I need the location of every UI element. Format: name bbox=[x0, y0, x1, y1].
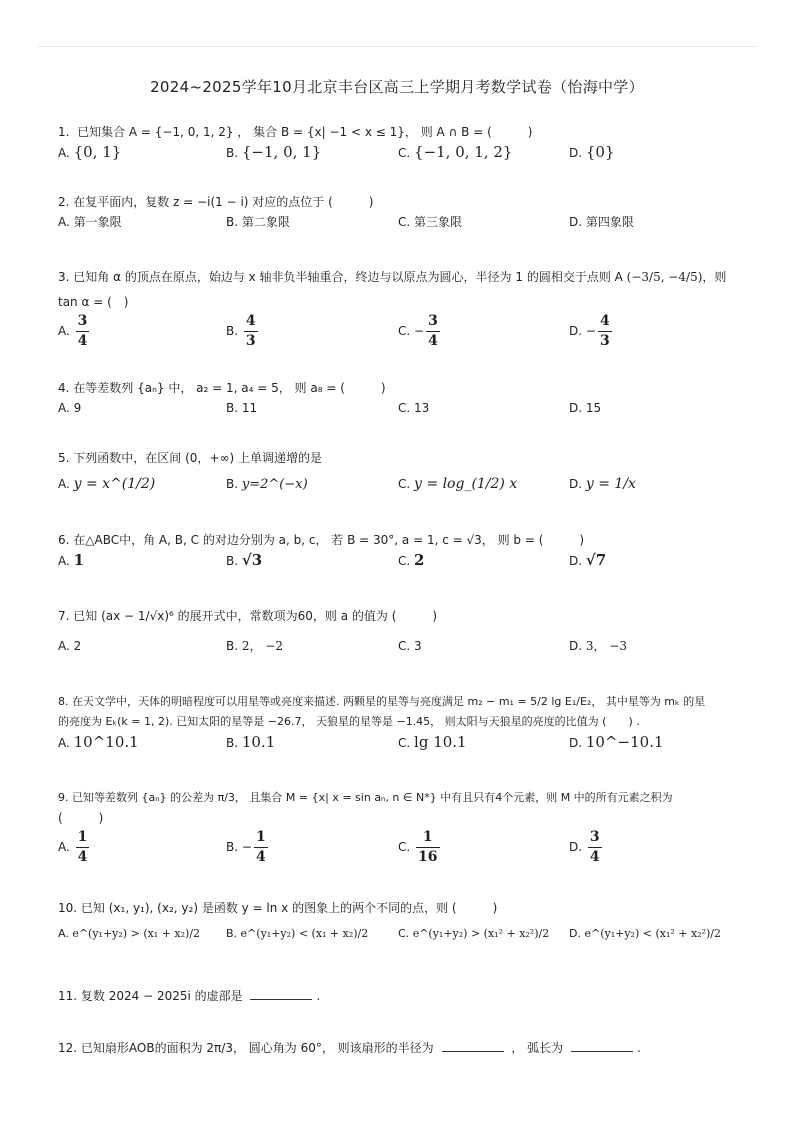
option-a[interactable]: A. $\frac{1}{4}$ bbox=[58, 829, 88, 865]
question-2-options bbox=[58, 212, 754, 234]
question-11-text: 复数 2024 − 2025i 的虚部是 bbox=[80, 989, 243, 1003]
question-6-text: 在△ABC中，角 A, B, C 的对边分别为 a, b, c， 若 B = 30°, a = 1, c = √3， 则 b = ( ) bbox=[73, 533, 585, 547]
question-1-options bbox=[58, 142, 754, 164]
option-d[interactable]: D. 3， −3 bbox=[569, 639, 628, 653]
question-6-stem: 6. 在△ABC中，角 A, B, C 的对边分别为 a, b, c， 若 B = 30°, a = 1, c = √3， 则 b = ( ) bbox=[58, 533, 585, 547]
question-9-options bbox=[58, 828, 754, 868]
option-c[interactable]: C. {−1, 0, 1, 2} bbox=[398, 143, 513, 161]
question-5 bbox=[58, 448, 754, 504]
question-4-options bbox=[58, 398, 754, 420]
option-d[interactable]: D. 10^−10.1 bbox=[569, 733, 664, 751]
question-7-stem: 7. 已知 (ax − 1/√x)⁶ 的展开式中，常数项为60，则 a 的值为 ( ) bbox=[58, 609, 438, 623]
point-coordinates: (−3/5, −4/5) bbox=[626, 270, 703, 284]
option-a[interactable]: A. $\frac{3}{4}$ bbox=[58, 313, 88, 349]
question-6 bbox=[58, 530, 754, 572]
option-b[interactable]: B. − $\frac{1}{4}$ bbox=[226, 829, 266, 865]
option-c[interactable]: C. lg 10.1 bbox=[398, 733, 467, 751]
option-d[interactable]: D. 15 bbox=[569, 401, 602, 415]
option-b[interactable]: B. $\frac{4}{3}$ bbox=[226, 313, 256, 349]
question-6-options bbox=[58, 550, 754, 572]
question-8-stem-2: 的亮度为 Eₖ(k = 1, 2). 已知太阳的星等是 −26.7， 天狼星的星等是 −1.45， 则太阳与天狼星的亮度的比值为 ( ) . bbox=[58, 715, 640, 728]
question-7-text: 已知 (ax − 1/√x)⁶ 的展开式中，常数项为60，则 a 的值为 ( ) bbox=[73, 609, 438, 623]
question-8 bbox=[58, 692, 754, 754]
question-5-options bbox=[58, 468, 754, 504]
option-d[interactable]: D. e^(y₁+y₂) < (x₁² + x₂²)/2 bbox=[569, 927, 721, 940]
option-c[interactable]: C. $\frac{1}{16}$ bbox=[398, 829, 438, 865]
question-2-text: 在复平面内，复数 z = −i(1 − i) 对应的点位于 ( ) bbox=[73, 195, 374, 209]
question-9 bbox=[58, 788, 754, 868]
option-b[interactable]: B. e^(y₁+y₂) < (x₁ + x₂)/2 bbox=[226, 927, 369, 940]
option-d[interactable]: D. 第四象限 bbox=[569, 215, 634, 229]
question-1-stem: 1. 已知集合 A = {−1, 0, 1, 2} ， 集合 B = {x| −1 < x ≤ 1}， 则 A ∩ B = ( ) bbox=[58, 125, 533, 139]
question-7-options bbox=[58, 636, 754, 658]
option-d[interactable]: D. {0} bbox=[569, 143, 615, 161]
answer-blank[interactable] bbox=[250, 987, 312, 1000]
radius-blank[interactable] bbox=[442, 1039, 504, 1052]
question-8-options bbox=[58, 732, 754, 754]
question-3-options bbox=[58, 312, 754, 350]
question-3-stem: 3. 已知角 α 的顶点在原点，始边与 x 轴非负半轴重合，终边与以原点为圆心，半径为 1 的圆相交于点则 A (−3/5, −4/5)，则 bbox=[58, 270, 727, 284]
question-4-text: 在等差数列 {aₙ} 中， a₂ = 1, a₄ = 5， 则 a₈ = ( ) bbox=[73, 381, 386, 395]
option-c[interactable]: C. 第三象限 bbox=[398, 215, 463, 229]
question-11-stem: 11. 复数 2024 − 2025i 的虚部是 . bbox=[58, 989, 321, 1003]
option-d[interactable]: D. √7 bbox=[569, 551, 607, 569]
question-4-stem: 4. 在等差数列 {aₙ} 中， a₂ = 1, a₄ = 5， 则 a₈ = ( ) bbox=[58, 381, 386, 395]
question-9-stem-2: ( ) bbox=[58, 811, 104, 825]
option-c[interactable]: C. 13 bbox=[398, 401, 430, 415]
option-a[interactable]: A. e^(y₁+y₂) > (x₁ + x₂)/2 bbox=[58, 927, 201, 940]
option-a[interactable]: A. 2 bbox=[58, 639, 82, 653]
option-a[interactable]: A. 第一象限 bbox=[58, 215, 122, 229]
question-9-stem: 9. 已知等差数列 {aₙ} 的公差为 π/3， 且集合 M = {x| x = sin aₙ, n ∈ N*} 中有且只有4个元素，则 M 中的所有元素之积为 bbox=[58, 791, 673, 804]
option-b[interactable]: B. y=2^(−x) bbox=[226, 477, 308, 492]
option-a[interactable]: A. y = x^(1/2) bbox=[58, 476, 156, 492]
question-11 bbox=[58, 986, 754, 1006]
option-b[interactable]: B. 11 bbox=[226, 401, 258, 415]
option-d[interactable]: D. − $\frac{4}{3}$ bbox=[569, 313, 610, 349]
option-a[interactable]: A. 1 bbox=[58, 551, 85, 569]
question-5-stem: 5. 下列函数中，在区间 (0，+∞) 上单调递增的是 bbox=[58, 451, 322, 465]
question-12-stem: 12. 已知扇形AOB的面积为 2π/3， 圆心角为 60°， 则该扇形的半径为 ， 弧长为 . bbox=[58, 1041, 641, 1055]
question-1 bbox=[58, 122, 754, 164]
question-2 bbox=[58, 192, 754, 234]
question-8-text: 在天文学中，天体的明暗程度可以用星等或亮度来描述. 两颗星的星等与亮度满足 m₂ − m₁ = 5/2 lg E₁/E₂， 其中星等为 mₖ 的星 bbox=[72, 695, 706, 708]
question-10-stem: 10. 已知 (x₁, y₁), (x₂, y₂) 是函数 y = ln x 的图象上的两个不同的点，则 ( ) bbox=[58, 901, 498, 915]
question-10-options bbox=[58, 918, 754, 954]
option-c[interactable]: C. 2 bbox=[398, 551, 425, 569]
arc-length-blank[interactable] bbox=[571, 1039, 633, 1052]
question-1-text: 已知集合 A = {−1, 0, 1, 2} ， 集合 B = {x| −1 < x ≤ 1}， 则 A ∩ B = ( ) bbox=[77, 125, 533, 139]
question-5-text: 下列函数中，在区间 (0，+∞) 上单调递增的是 bbox=[73, 451, 322, 465]
option-d[interactable]: D. $\frac{3}{4}$ bbox=[569, 829, 600, 865]
question-10-text: 已知 (x₁, y₁), (x₂, y₂) 是函数 y = ln x 的图象上的两个不同的点，则 ( ) bbox=[80, 901, 498, 915]
top-divider bbox=[38, 46, 756, 47]
option-b[interactable]: B. √3 bbox=[226, 551, 263, 569]
option-c[interactable]: C. y = log_(1/2) x bbox=[398, 476, 518, 492]
question-12 bbox=[58, 1038, 754, 1058]
question-8-stem: 8. 在天文学中，天体的明暗程度可以用星等或亮度来描述. 两颗星的星等与亮度满足 m₂ − m₁ = 5/2 lg E₁/E₂， 其中星等为 mₖ 的星 bbox=[58, 695, 706, 708]
question-7 bbox=[58, 606, 754, 658]
option-d[interactable]: D. y = 1/x bbox=[569, 476, 636, 492]
question-3-text: 已知角 α 的顶点在原点，始边与 x 轴非负半轴重合，终边与以原点为圆心，半径为 1 的圆相交于点则 A bbox=[73, 270, 623, 284]
question-3 bbox=[58, 262, 754, 350]
option-c[interactable]: C. e^(y₁+y₂) > (x₁² + x₂²)/2 bbox=[398, 927, 550, 940]
option-b[interactable]: B. 2， −2 bbox=[226, 639, 284, 653]
option-a[interactable]: A. 10^10.1 bbox=[58, 733, 139, 751]
question-3-stem-2: tan α = ( ) bbox=[58, 295, 129, 309]
page-title: 2024~2025学年10月北京丰台区高三上学期月考数学试卷（怡海中学） bbox=[150, 78, 644, 96]
option-a[interactable]: A. {0, 1} bbox=[58, 143, 122, 161]
option-c[interactable]: C. − $\frac{3}{4}$ bbox=[398, 313, 438, 349]
option-b[interactable]: B. 第二象限 bbox=[226, 215, 290, 229]
question-4 bbox=[58, 378, 754, 420]
option-a[interactable]: A. 9 bbox=[58, 401, 82, 415]
question-12-text: 已知扇形AOB的面积为 2π/3， 圆心角为 60°， 则该扇形的半径为 bbox=[80, 1041, 434, 1055]
option-c[interactable]: C. 3 bbox=[398, 639, 422, 653]
question-10 bbox=[58, 898, 754, 954]
question-9-text: 已知等差数列 {aₙ} 的公差为 π/3， 且集合 M = {x| x = sin aₙ, n ∈ N*} 中有且只有4个元素，则 M 中的所有元素之积为 bbox=[72, 791, 673, 804]
option-b[interactable]: B. {−1, 0, 1} bbox=[226, 143, 322, 161]
option-b[interactable]: B. 10.1 bbox=[226, 733, 276, 751]
question-2-stem: 2. 在复平面内，复数 z = −i(1 − i) 对应的点位于 ( ) bbox=[58, 195, 374, 209]
